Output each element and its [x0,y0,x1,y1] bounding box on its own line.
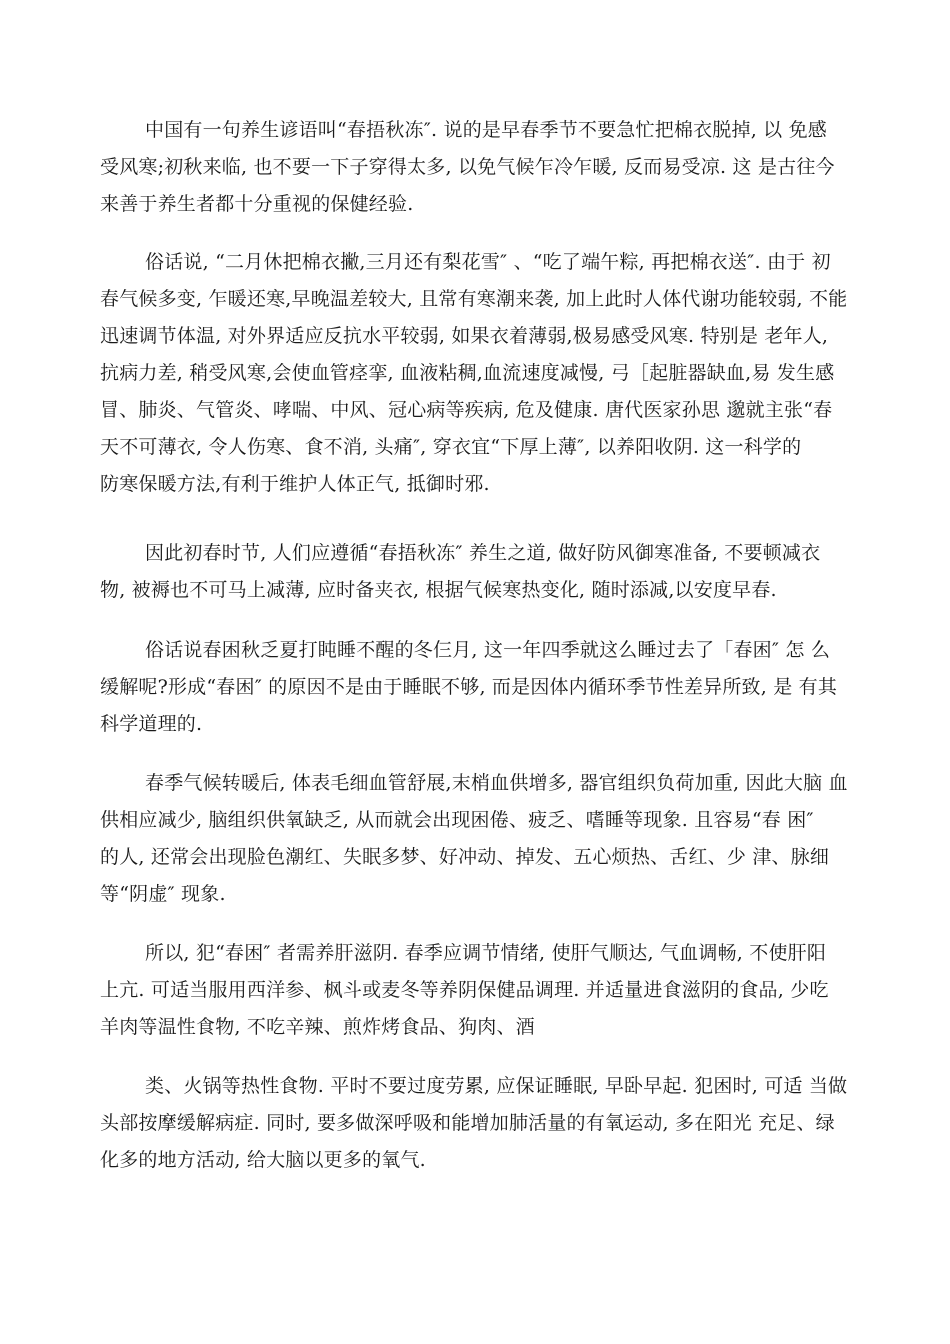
paragraph-line: 化多的地方活动, 给大脑以更多的氧气. [100,1149,426,1171]
paragraph-line: 等“阴虚″ 现象. [100,883,226,905]
paragraph-line: 中国有一句养生谚语叫“春捂秋冻″. 说的是早春季节不要急忙把棉衣脱掉, 以 免感 [145,119,828,141]
paragraph-line: 头部按摩缓解病症. 同时, 要多做深呼吸和能增加肺活量的有氧运动, 多在阳光 充足、绿 [100,1112,835,1134]
paragraph-line: 羊肉等温性食物, 不吃辛辣、煎炸烤食品、狗肉、酒 [100,1016,535,1038]
paragraph-line: 来善于养生者都十分重视的保健经验. [100,193,414,215]
paragraph-line: 科学道理的. [100,713,203,735]
paragraph-line: 迅速调节体温, 对外界适应反抗水平较弱, 如果衣着薄弱,极易感受风寒. 特别是 老年人, [100,325,829,347]
paragraph-line: 防寒保暖方法,有利于维护人体正气, 抵御时邪. [100,473,490,495]
paragraph-line: 的人, 还常会出现脸色潮红、失眠多梦、好冲动、掉发、五心烦热、舌红、少 津、脉细 [100,846,830,868]
paragraph-6 [100,935,845,1046]
paragraph-3 [100,535,845,609]
paragraph-7 [100,1068,848,1179]
paragraph-line: 抗病力差, 稍受风寒,会使血管痉挛, 血液粘稠,血流速度减慢, 弓［起脏器缺血,易 发生感 [100,362,835,384]
paragraph-line: 所以, 犯“春困″ 者需养肝滋阴. 春季应调节情绪, 使肝气顺达, 气血调畅, 不使肝阳 [145,942,827,964]
paragraph-line: 春季气候转暖后, 体表毛细血管舒展,末梢血供增多, 器官组织负荷加重, 因此大脑 血 [145,772,848,794]
paragraph-line: 冒、肺炎、气管炎、哮喘、中风、冠心病等疾病, 危及健康. 唐代医家孙思 邈就主张“春 [100,399,833,421]
paragraph-line: 上亢. 可适当服用西洋参、枫斗或麦冬等养阴保健品调理. 并适量进食滋阴的食品, 少吃 [100,979,829,1001]
paragraph-2 [100,244,848,503]
paragraph-1 [100,112,845,223]
paragraph-line: 因此初春时节, 人们应遵循“春捂秋冻″ 养生之道, 做好防风御寒准备, 不要顿减衣 [145,542,821,564]
paragraph-line: 春气候多变, 乍暖还寒,早晚温差较大, 且常有寒潮来袭, 加上此时人体代谢功能较弱, 不能 [100,288,848,310]
paragraph-line: 缓解呢?形成“春困″ 的原因不是由于睡眠不够, 而是因体内循环季节性差异所致, 是 有其 [100,676,838,698]
paragraph-4 [100,632,845,743]
paragraph-line: 类、火锅等热性食物. 平时不要过度劳累, 应保证睡眠, 早卧早起. 犯困时, 可适 当做 [145,1075,848,1097]
paragraph-5 [100,765,848,913]
paragraph-line: 天不可薄衣, 令人伤寒、食不消, 头痛″, 穿衣宜“下厚上薄″, 以养阳收阴. 这一科学的 [100,436,802,458]
paragraph-line: 俗话说春困秋乏夏打盹睡不醒的冬仨月, 这一年四季就这么睡过去了「春困″ 怎 么 [145,639,831,661]
paragraph-line: 供相应减少, 脑组织供氧缺乏, 从而就会出现困倦、疲乏、嗜睡等现象. 且容易“春 困″ [100,809,814,831]
paragraph-line: 俗话说, “二月休把棉衣撇,三月还有梨花雪″ 、“吃了端午粽, 再把棉衣送″. 由于 初 [145,251,831,273]
paragraph-line: 受风寒;初秋来临, 也不要一下子穿得太多, 以免气候乍冷乍暖, 反而易受凉. 这 是古往今 [100,156,835,178]
paragraph-line: 物, 被褥也不可马上减薄, 应时备夹衣, 根据气候寒热变化, 随时添减,以安度早春. [100,579,777,601]
